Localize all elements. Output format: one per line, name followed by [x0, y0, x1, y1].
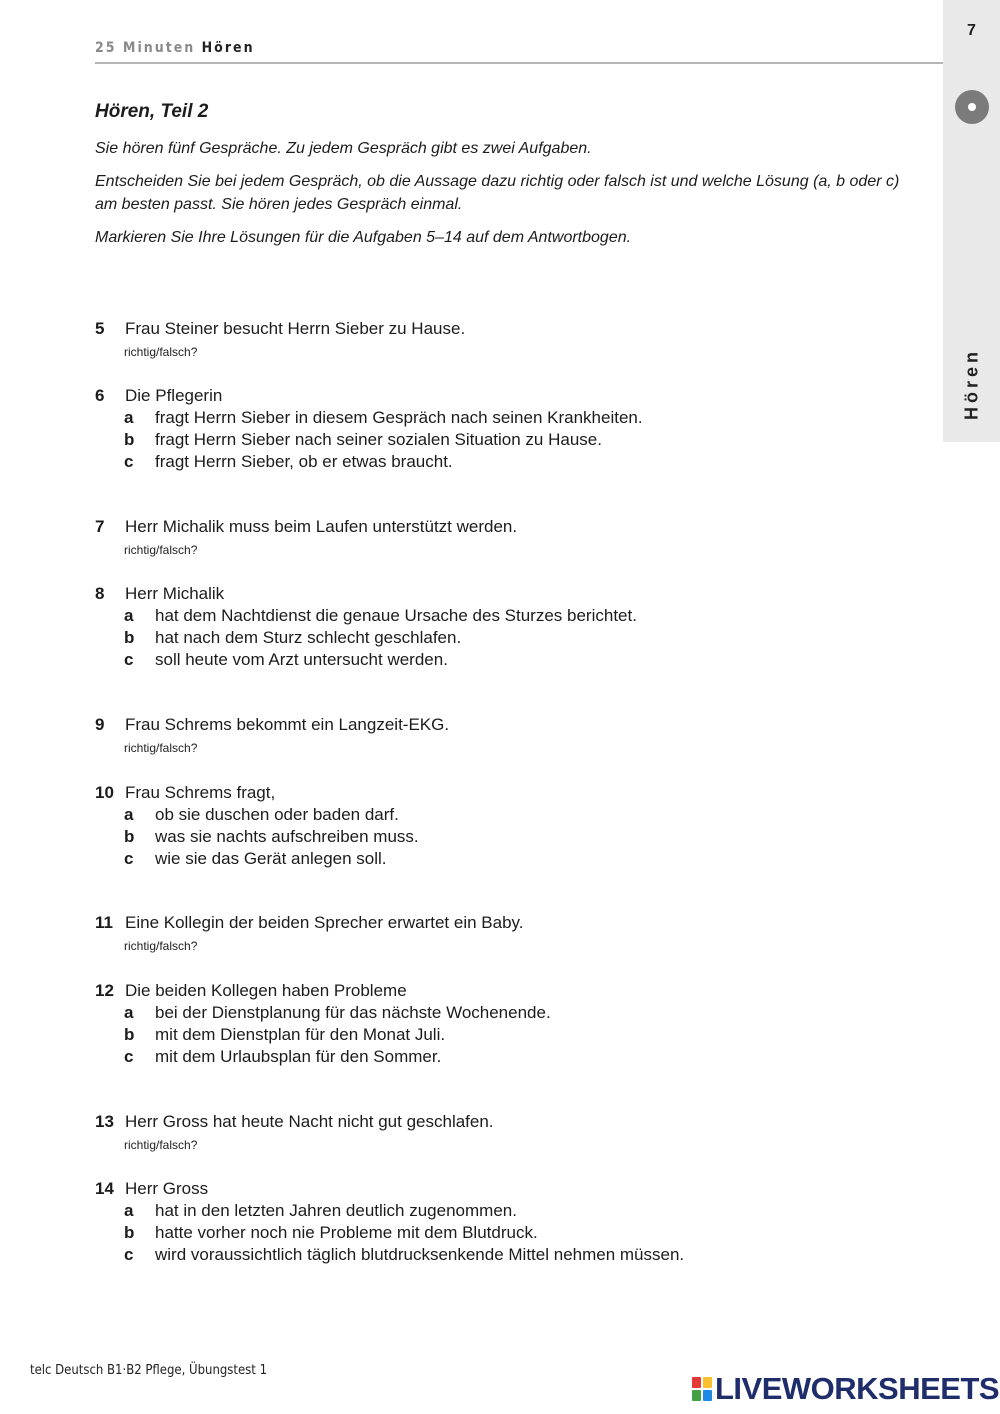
option-letter: b — [124, 628, 135, 647]
header-rule — [95, 62, 943, 64]
logo-text: LIVEWORKSHEETS — [715, 1371, 1000, 1406]
option-text: wird voraussichtlich täglich blutdrucksenkende Mittel nehmen müssen. — [155, 1245, 685, 1264]
option-b — [124, 430, 602, 450]
question-text: Frau Steiner besucht Herrn Sieber zu Hause. — [125, 319, 466, 338]
option-c — [124, 452, 453, 472]
option-a — [124, 1003, 551, 1023]
question-text: Herr Michalik — [125, 584, 225, 603]
instruction-3: Markieren Sie Ihre Lösungen für die Aufgaben 5–14 auf dem Antwortbogen. — [95, 229, 632, 246]
option-letter: a — [124, 805, 134, 824]
option-b — [124, 628, 461, 648]
option-text: wie sie das Gerät anlegen soll. — [155, 849, 387, 868]
logo-square-red — [692, 1377, 701, 1388]
option-text: hat in den letzten Jahren deutlich zugenommen. — [155, 1201, 517, 1220]
option-b — [124, 1223, 538, 1243]
option-text: fragt Herrn Sieber nach seiner sozialen Situation zu Hause. — [155, 430, 602, 449]
option-letter: b — [124, 1223, 135, 1242]
option-text: hat nach dem Sturz schlecht geschlafen. — [155, 628, 462, 647]
option-letter: c — [124, 650, 134, 669]
option-text: ob sie duschen oder baden darf. — [155, 805, 399, 824]
option-a — [124, 408, 643, 428]
question-number: 12 — [95, 981, 114, 1000]
option-letter: b — [124, 1025, 135, 1044]
logo-square-green — [692, 1390, 701, 1401]
question-text: Frau Schrems bekommt ein Langzeit-EKG. — [125, 715, 450, 734]
question-number: 7 — [95, 517, 105, 536]
question-text: Herr Gross hat heute Nacht nicht gut geschlafen. — [125, 1112, 494, 1131]
true-false-prompt: richtig/falsch? — [124, 543, 198, 557]
option-a — [124, 606, 637, 626]
header-section: Hören — [201, 40, 255, 56]
option-letter: c — [124, 452, 134, 471]
question-text: Eine Kollegin der beiden Sprecher erwartet ein Baby. — [125, 913, 524, 932]
option-letter: c — [124, 849, 134, 868]
option-letter: a — [124, 1003, 134, 1022]
option-text: fragt Herrn Sieber in diesem Gespräch nach seinen Krankheiten. — [155, 408, 643, 427]
question-text: Frau Schrems fragt, — [125, 783, 276, 802]
option-letter: b — [124, 430, 135, 449]
option-text: bei der Dienstplanung für das nächste Wochenende. — [155, 1003, 551, 1022]
question-number: 13 — [95, 1112, 114, 1131]
true-false-prompt: richtig/falsch? — [124, 939, 198, 953]
option-letter: a — [124, 408, 134, 427]
question-text: Die beiden Kollegen haben Probleme — [125, 981, 407, 1000]
liveworksheets-logo — [692, 1371, 1000, 1406]
question-text: Die Pflegerin — [125, 386, 223, 405]
page-number: 7 — [967, 22, 976, 39]
option-a — [124, 1201, 517, 1221]
audio-cd-icon — [955, 90, 989, 124]
option-c — [124, 1245, 684, 1265]
question-number: 10 — [95, 783, 114, 802]
question-text: Herr Gross — [125, 1179, 209, 1198]
option-text: was sie nachts aufschreiben muss. — [155, 827, 419, 846]
option-text: hatte vorher noch nie Probleme mit dem Blutdruck. — [155, 1223, 538, 1242]
option-text: soll heute vom Arzt untersucht werden. — [155, 650, 448, 669]
logo-square-blue — [703, 1390, 712, 1401]
instruction-1: Sie hören fünf Gespräche. Zu jedem Gespräch gibt es zwei Aufgaben. — [95, 140, 592, 157]
instruction-2: Entscheiden Sie bei jedem Gespräch, ob die Aussage dazu richtig oder falsch ist und welche Lösung (a, b oder c) am besten passt. Sie hören jedes Gespräch einmal. — [95, 173, 900, 213]
option-letter: b — [124, 827, 135, 846]
question-number: 6 — [95, 386, 105, 405]
question-number: 5 — [95, 319, 105, 338]
question-number: 14 — [95, 1179, 114, 1198]
option-c — [124, 849, 387, 869]
question-number: 11 — [95, 913, 113, 932]
footer-source: telc Deutsch B1·B2 Pflege, Übungstest 1 — [30, 1363, 268, 1378]
option-letter: a — [124, 1201, 134, 1220]
option-c — [124, 650, 448, 670]
option-letter: c — [124, 1047, 134, 1066]
option-text: fragt Herrn Sieber, ob er etwas braucht. — [155, 452, 453, 471]
option-letter: a — [124, 606, 134, 625]
true-false-prompt: richtig/falsch? — [124, 345, 198, 359]
running-header — [95, 40, 943, 56]
true-false-prompt: richtig/falsch? — [124, 741, 198, 755]
option-c — [124, 1047, 441, 1067]
true-false-prompt: richtig/falsch? — [124, 1138, 198, 1152]
question-number: 8 — [95, 584, 105, 603]
question-text: Herr Michalik muss beim Laufen unterstützt werden. — [125, 517, 518, 536]
side-tab-label: Hören — [961, 347, 982, 421]
option-b — [124, 1025, 445, 1045]
option-letter: c — [124, 1245, 134, 1264]
option-text: mit dem Urlaubsplan für den Sommer. — [155, 1047, 442, 1066]
header-time: 25 Minuten — [95, 40, 196, 56]
logo-mark-icon — [692, 1377, 712, 1401]
option-text: hat dem Nachtdienst die genaue Ursache des Sturzes berichtet. — [155, 606, 637, 625]
option-text: mit dem Dienstplan für den Monat Juli. — [155, 1025, 446, 1044]
section-title: Hören, Teil 2 — [95, 101, 209, 122]
question-number: 9 — [95, 715, 105, 734]
option-a — [124, 805, 399, 825]
logo-square-yellow — [703, 1377, 712, 1388]
option-b — [124, 827, 419, 847]
